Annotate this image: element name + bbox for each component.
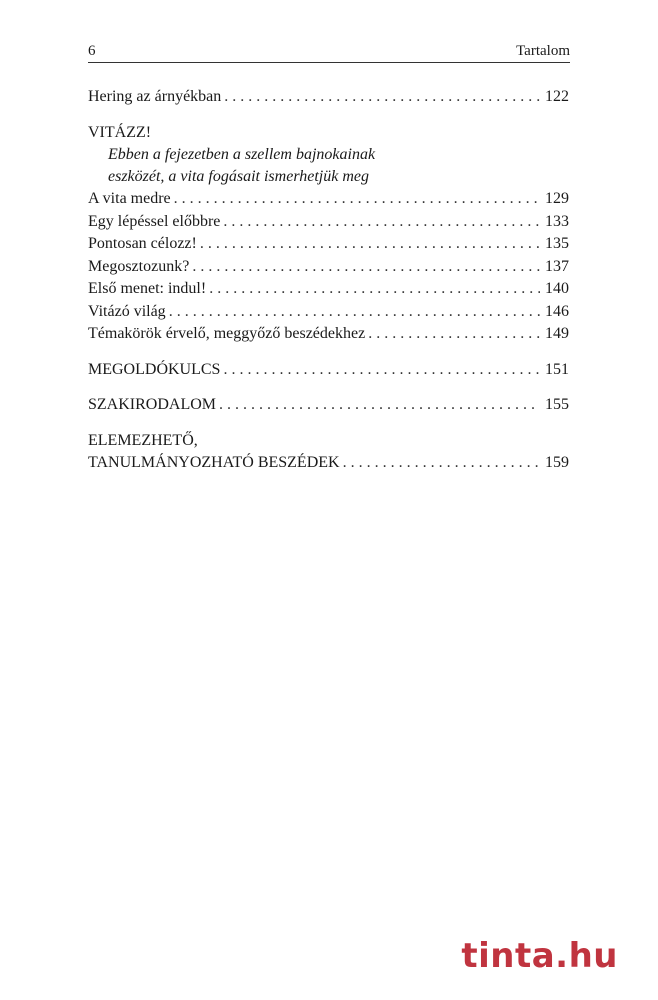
- dot-leader: [169, 301, 540, 324]
- toc-entry-szakirodalom[interactable]: [88, 394, 569, 417]
- chapter-description-line: eszközét, a vita fogásait ismerhetjük meg: [108, 168, 369, 185]
- toc-entry-title: Megosztozunk?: [88, 257, 190, 275]
- chapter-description-line: Ebben a fejezetben a szellem bajnokainak: [108, 146, 376, 163]
- toc-entry[interactable]: [88, 301, 569, 324]
- toc-entry-page: 137: [545, 257, 569, 275]
- toc-entry[interactable]: [88, 211, 569, 234]
- toc-entry-page: 122: [545, 88, 569, 105]
- dot-leader: [368, 323, 540, 346]
- spacer: [88, 417, 569, 430]
- toc-entry-title: MEGOLDÓKULCS: [88, 360, 221, 378]
- toc-entry-page: 135: [545, 235, 569, 252]
- dot-leader: [174, 188, 540, 211]
- toc-entry-title: SZAKIRODALOM: [88, 396, 216, 413]
- dot-leader: [223, 359, 540, 382]
- spacer: [88, 381, 569, 394]
- dot-leader: [343, 452, 540, 475]
- toc-entry-title: Vitázó világ: [88, 302, 166, 320]
- toc-entry-title: Hering az árnyékban: [88, 88, 222, 105]
- toc-entry-page: 129: [545, 190, 569, 207]
- toc-entry-title: Pontosan célozz!: [88, 235, 197, 252]
- running-title: Tartalom: [516, 43, 570, 59]
- dot-leader: [192, 256, 540, 279]
- table-of-contents: [88, 86, 569, 475]
- page-number: 6: [88, 43, 96, 59]
- toc-entry-hering[interactable]: [88, 86, 569, 109]
- toc-entry-page: 155: [545, 396, 569, 413]
- toc-entry-title: Első menet: indul!: [88, 280, 207, 297]
- toc-entry-page: 149: [545, 325, 569, 342]
- chapter-heading-vitazz[interactable]: VITÁZZ!: [88, 123, 152, 141]
- dot-leader: [200, 233, 540, 256]
- toc-entry[interactable]: [88, 256, 569, 279]
- page-header: [88, 40, 570, 63]
- toc-entry[interactable]: [88, 188, 569, 211]
- dot-leader: [223, 211, 540, 234]
- toc-entry-elemezheto[interactable]: [88, 452, 569, 475]
- toc-entry-page: 133: [545, 212, 569, 230]
- spacer: [88, 109, 569, 122]
- dot-leader: [219, 394, 540, 417]
- toc-entry[interactable]: [88, 323, 569, 346]
- spacer: [88, 346, 569, 359]
- toc-entry-page: 146: [545, 302, 569, 320]
- toc-entry-page: 159: [545, 454, 569, 471]
- toc-entry-page: 151: [545, 360, 569, 378]
- toc-entry-title: A vita medre: [88, 190, 171, 207]
- toc-entry-megoldokulcs[interactable]: [88, 359, 569, 382]
- toc-entry-title-line[interactable]: ELEMEZHETŐ,: [88, 431, 198, 449]
- toc-entry-title: Egy lépéssel előbbre: [88, 212, 221, 230]
- toc-entry-page: 140: [545, 280, 569, 297]
- dot-leader: [209, 278, 540, 301]
- dot-leader: [224, 86, 540, 109]
- tinta-logo-watermark: tinta.hu: [461, 936, 618, 976]
- toc-entry[interactable]: [88, 233, 569, 256]
- toc-entry-title: Témakörök érvelő, meggyőző beszédekhez: [88, 325, 366, 342]
- toc-entry-title: TANULMÁNYOZHATÓ BESZÉDEK: [88, 454, 340, 471]
- toc-entry[interactable]: [88, 278, 569, 301]
